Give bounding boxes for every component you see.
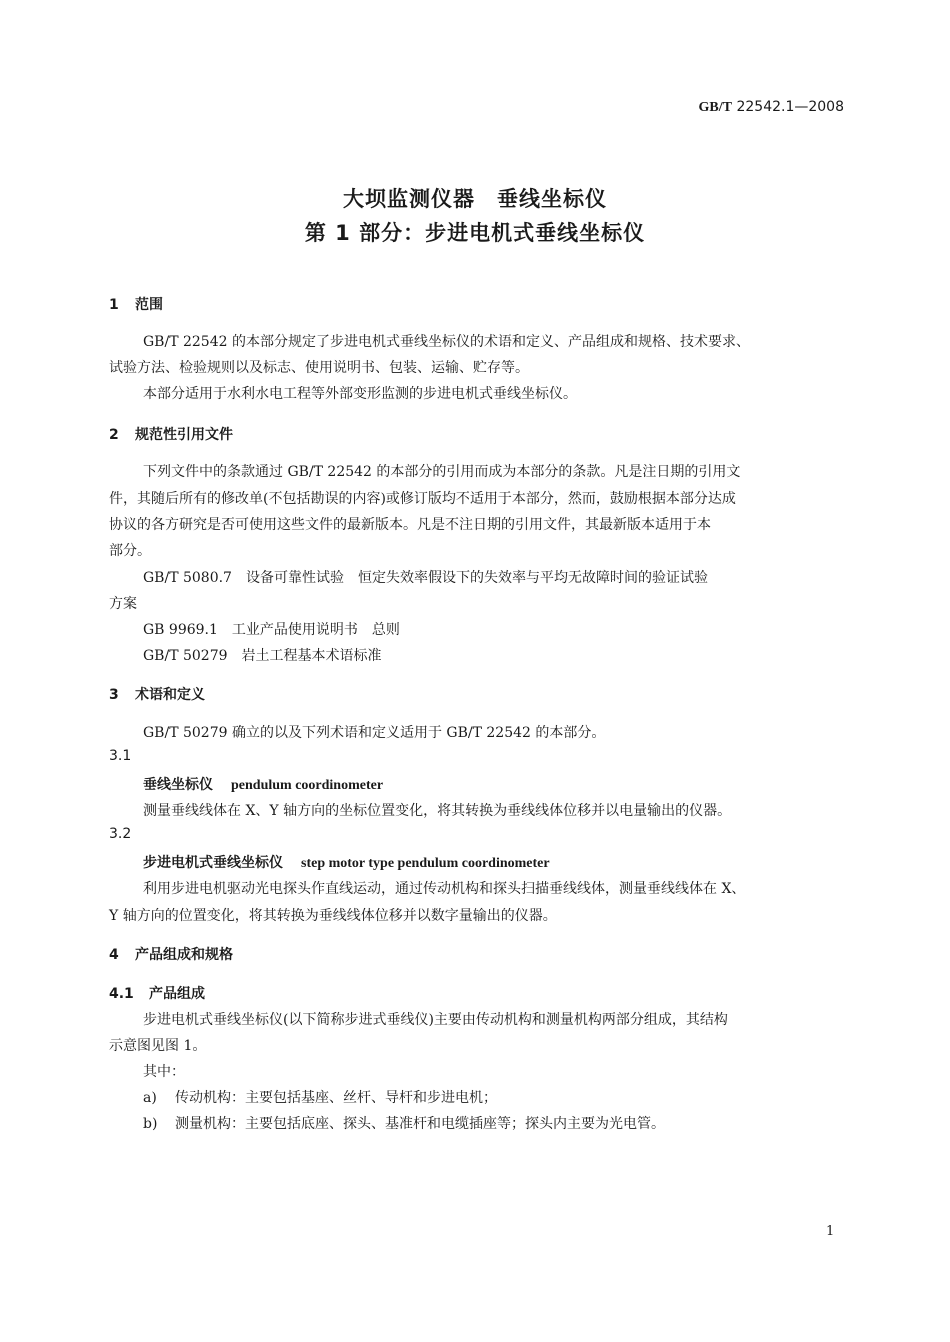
term-definition-continued: Y 轴方向的位置变化，将其转换为垂线线体位移并以数字量输出的仪器。 xyxy=(109,908,557,924)
term-number: 3.2 xyxy=(109,826,132,842)
term-english: pendulum coordinometer xyxy=(231,778,384,793)
paragraph-line: 件，其随后所有的修改单(不包括勘误的内容)或修订版均不适用于本部分，然而，鼓励根据本部分达成 xyxy=(109,491,736,507)
section-number: 2 xyxy=(109,427,119,443)
list-marker: a) xyxy=(143,1090,157,1106)
paragraph-line: 协议的各方研究是否可使用这些文件的最新版本。凡是不注日期的引用文件，其最新版本适用于本 xyxy=(109,517,711,533)
term-chinese: 垂线坐标仪 xyxy=(143,777,213,793)
paragraph-line: 示意图见图 1。 xyxy=(109,1038,207,1054)
paragraph-line: 部分。 xyxy=(109,543,151,559)
term-english: step motor type pendulum coordinometer xyxy=(301,856,550,871)
list-text: 测量机构：主要包括底座、探头、基准杆和电缆插座等；探头内主要为光电管。 xyxy=(175,1116,665,1132)
reference-item-continued: 方案 xyxy=(109,596,137,612)
subsection-4-1-heading xyxy=(109,983,205,1003)
section-number: 3 xyxy=(109,687,119,703)
paragraph-line: GB/T 50279 确立的以及下列术语和定义适用于 GB/T 22542 的本部分。 xyxy=(143,725,606,741)
list-marker: b) xyxy=(143,1116,158,1132)
section-3-heading xyxy=(109,684,205,704)
section-title: 术语和定义 xyxy=(135,687,205,703)
list-text: 传动机构：主要包括基座、丝杆、导杆和步进电机； xyxy=(175,1090,497,1106)
section-title: 规范性引用文件 xyxy=(135,427,233,443)
standard-prefix: GB/T xyxy=(698,100,733,115)
document-title-line-2: 第 1 部分：步进电机式垂线坐标仪 xyxy=(304,221,646,245)
paragraph-line: 下列文件中的条款通过 GB/T 22542 的本部分的引用而成为本部分的条款。凡是注日期的引用文 xyxy=(143,464,741,480)
paragraph-line: 其中： xyxy=(143,1064,185,1080)
term-definition: 利用步进电机驱动光电探头作直线运动，通过传动机构和探头扫描垂线线体，测量垂线线体在 X、 xyxy=(143,881,746,897)
document-title-line-1: 大坝监测仪器 垂线坐标仪 xyxy=(343,187,607,211)
section-2-heading xyxy=(109,424,233,444)
subsection-title: 产品组成 xyxy=(149,986,205,1002)
section-4-heading xyxy=(109,944,233,964)
term-heading xyxy=(143,852,550,872)
term-definition: 测量垂线线体在 X、Y 轴方向的坐标位置变化，将其转换为垂线线体位移并以电量输出的仪器。 xyxy=(143,803,732,819)
reference-item: GB/T 5080.7 设备可靠性试验 恒定失效率假设下的失效率与平均无故障时间的验证试验 xyxy=(143,570,708,586)
paragraph-line: 本部分适用于水利水电工程等外部变形监测的步进电机式垂线坐标仪。 xyxy=(143,386,577,402)
term-heading xyxy=(143,774,383,794)
section-1-heading xyxy=(109,294,163,314)
section-number: 4 xyxy=(109,947,119,963)
term-number: 3.1 xyxy=(109,748,132,764)
paragraph-line: 步进电机式垂线坐标仪(以下简称步进式垂线仪)主要由传动机构和测量机构两部分组成，其结构 xyxy=(143,1012,728,1028)
standard-code: 22542.1—2008 xyxy=(736,99,844,115)
section-title: 产品组成和规格 xyxy=(135,947,233,963)
list-item xyxy=(143,1113,665,1133)
reference-item: GB/T 50279 岩土工程基本术语标准 xyxy=(143,648,382,664)
paragraph-line: 试验方法、检验规则以及标志、使用说明书、包装、运输、贮存等。 xyxy=(109,360,529,376)
paragraph-line: GB/T 22542 的本部分规定了步进电机式垂线坐标仪的术语和定义、产品组成和规格、技术要求、 xyxy=(143,334,750,350)
standard-number xyxy=(699,99,844,116)
section-title: 范围 xyxy=(135,297,163,313)
reference-item: GB 9969.1 工业产品使用说明书 总则 xyxy=(143,622,400,638)
page-number: 1 xyxy=(826,1224,835,1239)
list-item xyxy=(143,1087,497,1107)
term-chinese: 步进电机式垂线坐标仪 xyxy=(143,855,283,871)
subsection-number: 4.1 xyxy=(109,986,134,1002)
section-number: 1 xyxy=(109,297,119,313)
